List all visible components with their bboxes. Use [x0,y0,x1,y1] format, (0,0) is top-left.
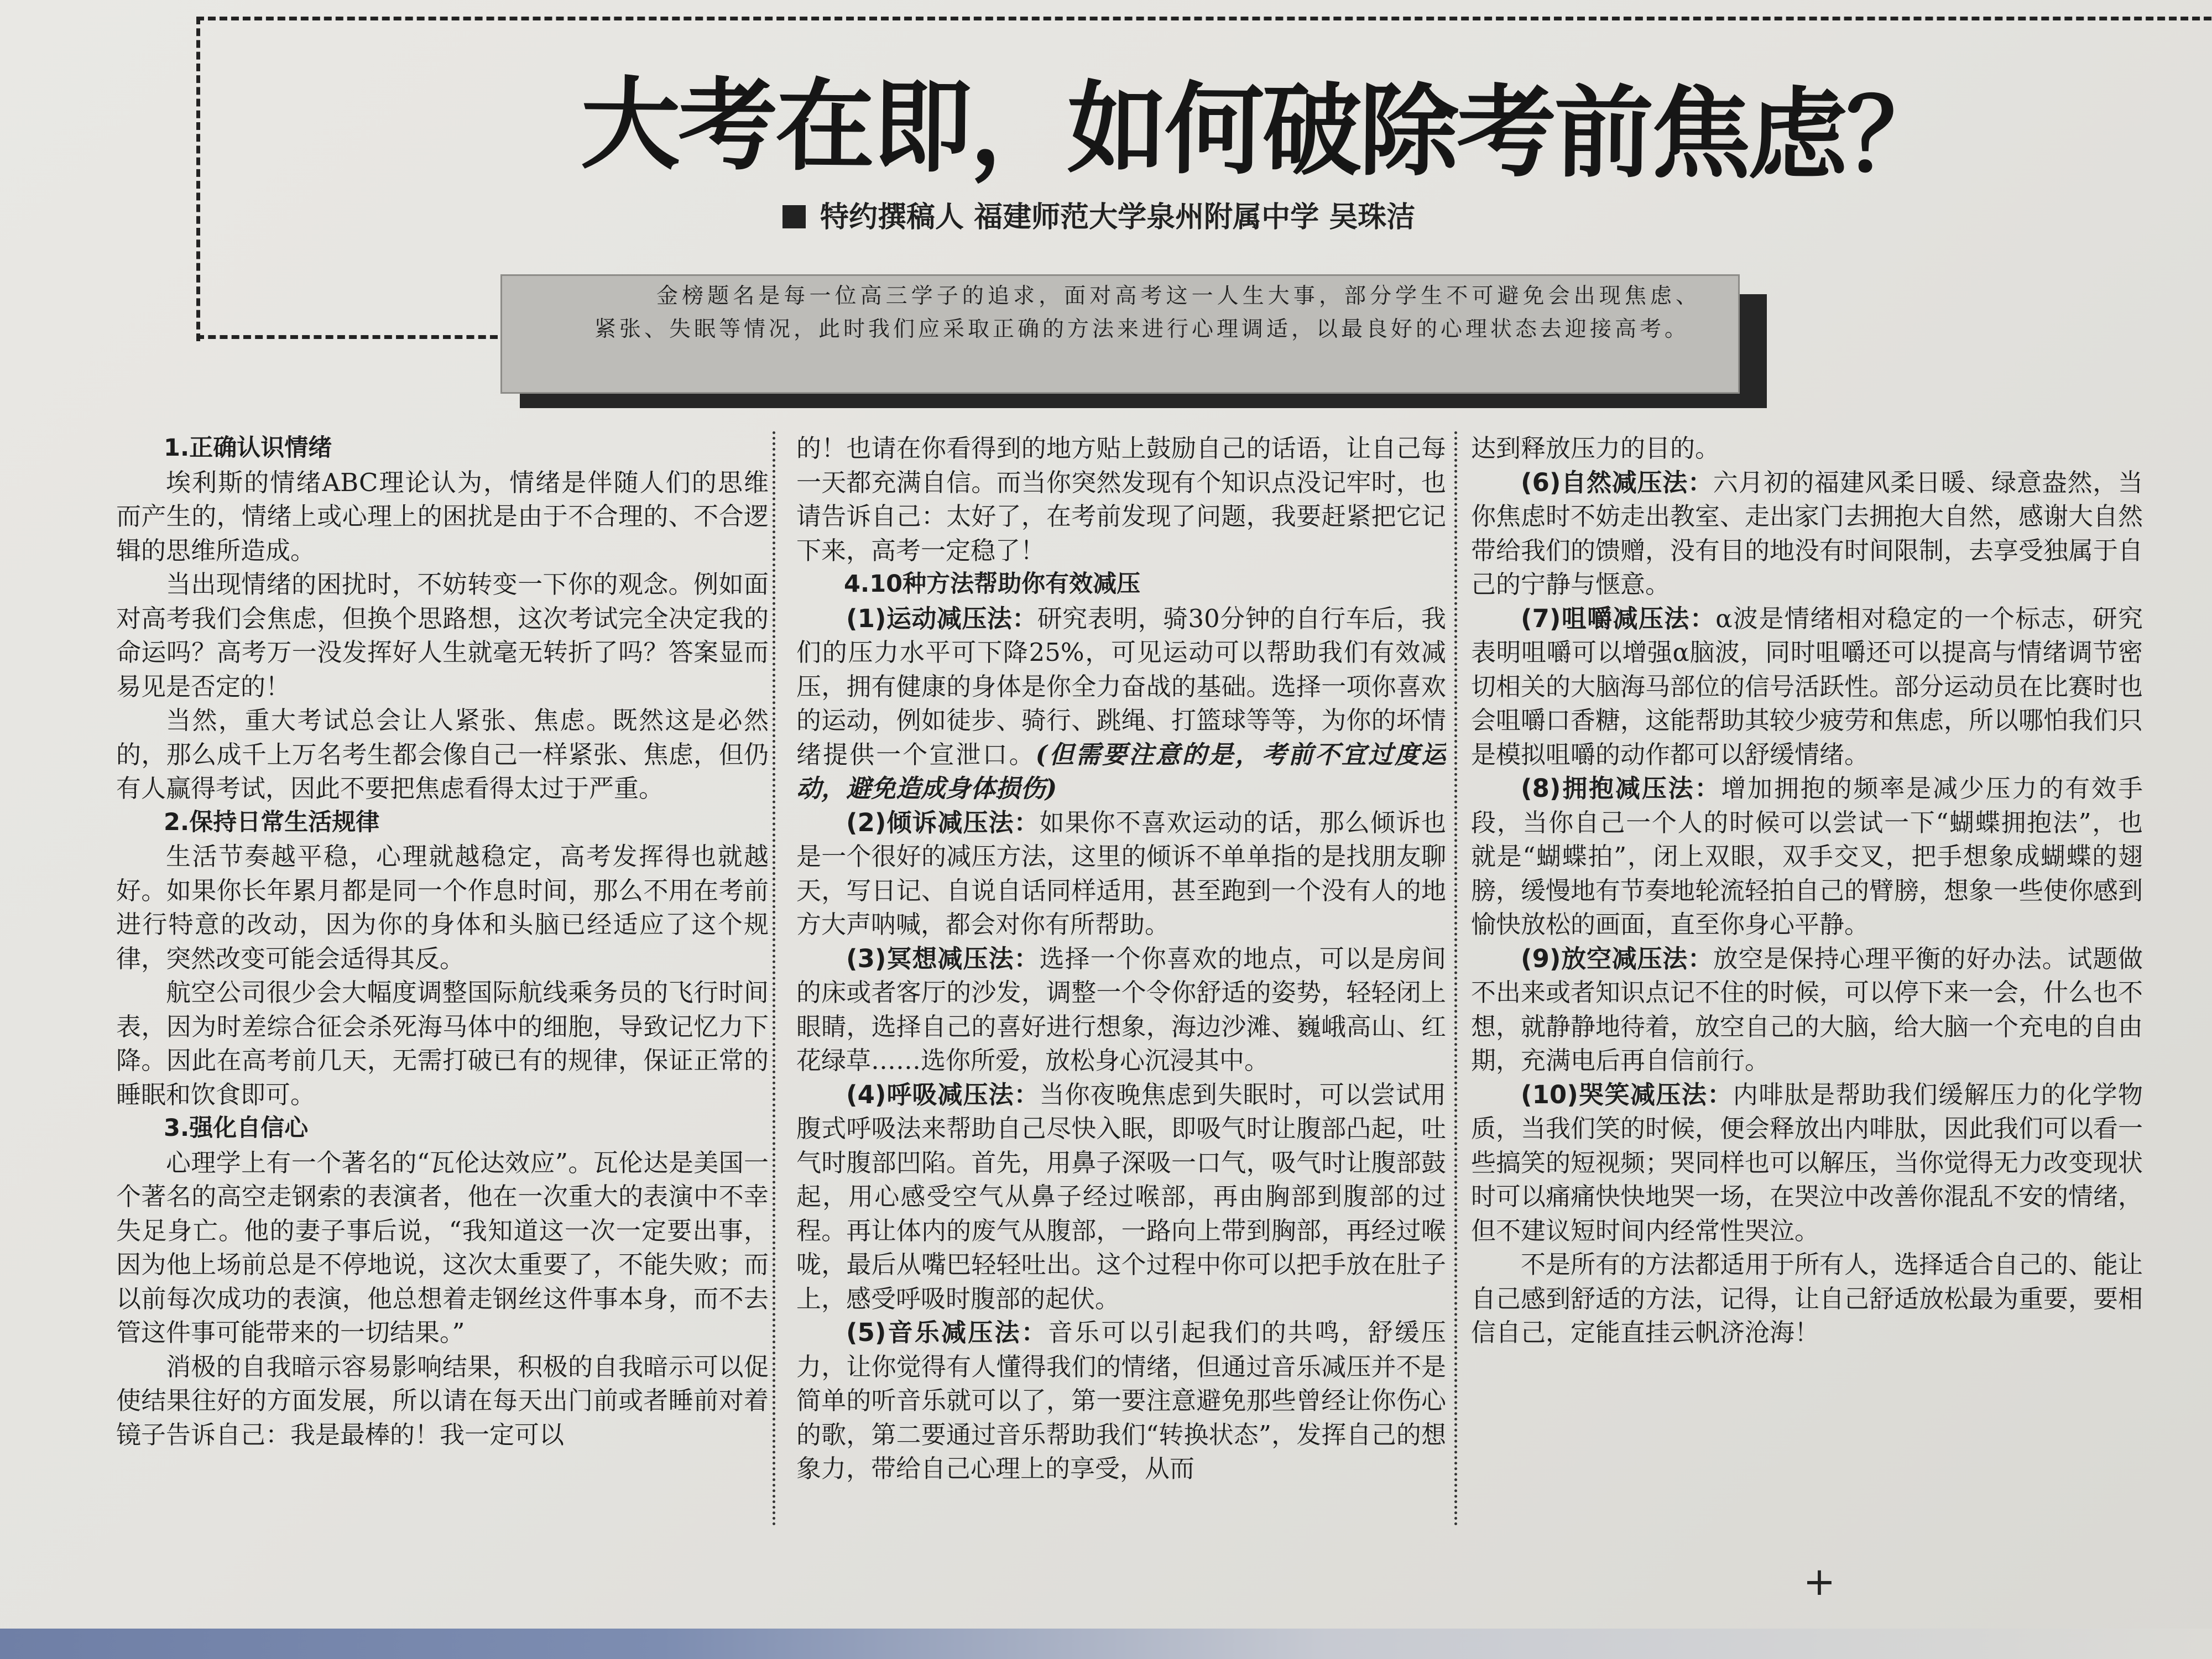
paragraph: 消极的自我暗示容易影响结果，积极的自我暗示可以促使结果往好的方面发展，所以请在每天出门前或者睡前对着镜子告诉自己：我是最棒的！我一定可以 [116,1352,769,1449]
column-2 [796,431,1446,1515]
paragraph: 心理学上有一个著名的“瓦伦达效应”。瓦伦达是美国一个著名的高空走钢索的表演者，他在一次重大的表演中不幸失足身亡。他的妻子事后说，“我知道这一次一定要出事，因为他上场前总是不停地说，这次太重要了，不能失败；而以前每次成功的表演，他总想着走钢丝这件事本身，而不去管这件事可能带来的一切结果。” [116,1147,769,1347]
paragraph: 航空公司很少会大幅度调整国际航线乘务员的飞行时间表，因为时差综合征会杀死海马体中的细胞，导致记忆力下降。因此在高考前几天，无需打破已有的规律，保证正常的睡眠和饮食即可。 [116,978,769,1109]
method-paragraph [796,942,1446,1078]
method-body: 选择一个你喜欢的地点，可以是房间的床或者客厅的沙发，调整一个令你舒适的姿势，轻轻闭上眼睛，选择自己的喜好进行想象，海边沙滩、巍峨高山、红花绿草……选你所爱，放松身心沉浸其中。 [796,943,1446,1075]
column-3 [1471,431,2143,1515]
method-title: (7)咀嚼减压法： [1521,603,1716,633]
paragraph: 当出现情绪的困扰时，不妨转变一下你的观念。例如面对高考我们会焦虑，但换个思路想，这次考试完全决定我的命运吗？高考万一没发挥好人生就毫无转折了吗？答案显而易见是否定的！ [116,570,769,701]
method-paragraph [796,806,1446,942]
abstract-text: 金榜题名是每一位高三学子的追求，面对高考这一人生大事，部分学生不可避免会出现焦虑、紧张、失眠等情况，此时我们应采取正确的方法来进行心理调适，以最良好的心理状态去迎接高考。 [594,284,1700,342]
method-paragraph [796,1078,1446,1316]
background-strip [0,1629,2212,1659]
method-body: 增加拥抱的频率是减少压力的有效手段，当你自己一个人的时候可以尝试一下“蝴蝶拥抱法”，也就是“蝴蝶拍”，闭上双眼，双手交叉，把手想象成蝴蝶的翅膀，缓慢地有节奏地轮流轻拍自己的臂膀，想象一些使你感到愉快放松的画面，直至你身心平静。 [1471,774,2143,939]
crosshair-icon: + [1803,1559,1836,1604]
method-body: 音乐可以引起我们的共鸣，舒缓压力，让你觉得有人懂得我们的情绪，但通过音乐减压并不是简单的听音乐就可以了，第一要注意避免那些曾经让你伤心的歌，第二要通过音乐帮助我们“转换状态”，发挥自己的想象力，带给自己心理上的享受，从而 [796,1318,1446,1483]
method-paragraph [796,1316,1446,1486]
method-body: 研究表明，骑30分钟的自行车后，我们的压力水平可下降25%，可见运动可以帮助我们有效减压，拥有健康的身体是你全力奋战的基础。选择一项你喜欢的运动，例如徒步、骑行、跳绳、打篮球等等，为你的坏情绪提供一个宣泄口。 [796,603,1446,769]
method-body: 六月初的福建风柔日暖、绿意盎然，当你焦虑时不妨走出教室、走出家门去拥抱大自然，感谢大自然带给我们的馈赠，没有目的地没有时间限制，去享受独属于自己的宁静与惬意。 [1471,467,2143,599]
method-body: α波是情绪相对稳定的一个标志，研究表明咀嚼可以增强α脑波，同时咀嚼还可以提高与情绪调节密切相关的大脑海马部位的信号活跃性。部分运动员在比赛时也会咀嚼口香糖，这能帮助其较少疲劳和焦虑，所以哪怕我们只是模拟咀嚼的动作都可以舒缓情绪。 [1471,603,2143,769]
section-heading: 1.正确认识情绪 [164,434,332,462]
column-divider [1454,431,1457,1526]
method-note: (但需要注意的是，考前不宜过度运动，避免造成身体损伤) [796,739,1446,803]
method-title: (4)呼吸减压法： [846,1079,1040,1109]
method-paragraph [1471,602,2143,772]
method-body: 内啡肽是帮助我们缓解压力的化学物质，当我们笑的时候，便会释放出内啡肽，因此我们可以看一些搞笑的短视频；哭同样也可以解压，当你觉得无力改变现状时可以痛痛快快地哭一场，在哭泣中改善你混乱不安的情绪，但不建议短时间内经常性哭泣。 [1471,1079,2143,1245]
method-title: (3)冥想减压法： [846,943,1040,973]
method-title: (1)运动减压法： [846,603,1037,633]
method-title: (8)拥抱减压法： [1521,774,1721,803]
method-title: (2)倾诉减压法： [846,807,1040,837]
article-title: 大考在即，如何破除考前焦虑？ [580,67,1944,195]
method-paragraph [1471,466,2143,602]
column-1 [116,431,769,1515]
byline [782,195,1501,239]
method-body: 放空是保持心理平衡的好办法。试题做不出来或者知识点记不住的时候，可以停下来一会，什么也不想，就静静地待着，放空自己的大脑，给大脑一个充电的自由期，充满电后再自信前行。 [1471,943,2143,1075]
black-square-icon [782,205,806,228]
paragraph: 达到释放压力的目的。 [1471,434,1720,463]
section-heading: 2.保持日常生活规律 [164,808,380,836]
method-title: (5)音乐减压法： [846,1318,1048,1347]
method-title: (6)自然减压法： [1521,467,1713,497]
column-divider [773,431,775,1526]
paragraph: 生活节奏越平稳，心理就越稳定，高考发挥得也就越好。如果你长年累月都是同一个作息时间，那么不用在考前进行特意的改动，因为你的身体和头脑已经适应了这个规律，突然改变可能会适得其反。 [116,842,769,973]
paragraph: 的！也请在你看得到的地方贴上鼓励自己的话语，让自己每一天都充满自信。而当你突然发现有个知识点没记牢时，也请告诉自己：太好了，在考前发现了问题，我要赶紧把它记下来，高考一定稳了！ [796,434,1446,565]
paragraph: 埃利斯的情绪ABC理论认为，情绪是伴随人们的思维而产生的，情绪上或心理上的困扰是由于不合理的、不合逻辑的思维所造成。 [116,467,769,565]
method-paragraph [1471,942,2143,1078]
closing-paragraph: 不是所有的方法都适用于所有人，选择适合自己的、能让自己感到舒适的方法，记得，让自己舒适放松最为重要，要相信自己，定能直挂云帆济沧海！ [1471,1250,2143,1347]
dashed-header-frame-bottom [196,335,498,339]
method-title: (10)哭笑减压法： [1521,1079,1733,1109]
section-heading: 3.强化自信心 [164,1114,309,1142]
method-paragraph [1471,771,2143,942]
method-paragraph [1471,1078,2143,1248]
section-heading: 4.10种方法帮助你有效减压 [844,570,1141,598]
method-body: 如果你不喜欢运动的话，那么倾诉也是一个很好的减压方法，这里的倾诉不单单指的是找朋友聊天，写日记、自说自话同样适用，甚至跑到一个没有人的地方大声呐喊，都会对你有所帮助。 [796,807,1446,939]
method-body: 当你夜晚焦虑到失眠时，可以尝试用腹式呼吸法来帮助自己尽快入眠，即吸气时让腹部凸起，吐气时腹部凹陷。首先，用鼻子深吸一口气，吸气时让腹部鼓起，用心感受空气从鼻子经过喉部，再由胸部到腹部的过程。再让体内的废气从腹部，一路向上带到胸部，再经过喉咙，最后从嘴巴轻轻吐出。这个过程中你可以把手放在肚子上，感受呼吸时腹部的起伏。 [796,1079,1446,1313]
paragraph: 当然，重大考试总会让人紧张、焦虑。既然这是必然的，那么成千上万名考生都会像自己一样紧张、焦虑，但仍有人赢得考试，因此不要把焦虑看得太过于严重。 [116,706,769,803]
method-title: (9)放空减压法： [1521,943,1713,973]
byline-text: 特约撰稿人 福建师范大学泉州附属中学 吴珠洁 [820,201,1416,234]
method-paragraph [796,602,1446,806]
